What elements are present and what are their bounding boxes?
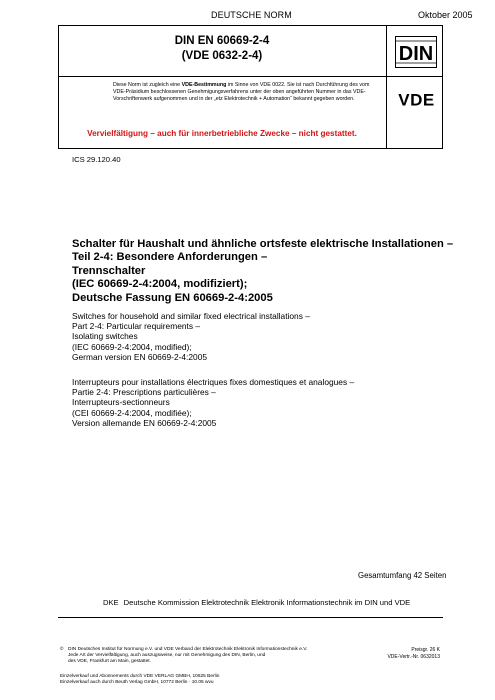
footer-sales xyxy=(60,674,360,686)
sales-line: Einzelverkauf auch durch Beuth Verlag GmbH, 10772 Berlin · 10.05 wvu xyxy=(60,680,214,685)
title-en-line: Isolating switches xyxy=(72,331,138,342)
title-en-line: German version EN 60669-2-4:2005 xyxy=(72,351,208,362)
ics-code: ICS 29.120.40 xyxy=(72,155,121,164)
dke-name: Deutsche Kommission Elektrotechnik Elektronik Informationstechnik im DIN und VDE xyxy=(123,598,411,607)
frame-divider-vertical xyxy=(386,25,387,149)
copyright-line: DIN Deutsches Institut für Normung e.V. und VDE Verband der Elektrotechnik Elektronik Informationstechnik e.V. xyxy=(68,647,308,652)
din-logo xyxy=(395,36,437,68)
title-de-line: (IEC 60669-2-4:2004, modifiziert); xyxy=(72,278,248,291)
title-fr-line: (CEI 60669-2-4:2004, modifiée); xyxy=(72,407,192,418)
header-label: DEUTSCHE NORM xyxy=(211,10,292,20)
vde-logo xyxy=(394,90,439,108)
title-fr-line: Partie 2-4: Prescriptions particulières – xyxy=(72,387,216,398)
header-date: Oktober 2005 xyxy=(418,10,473,20)
title-french xyxy=(72,377,472,428)
footer-rule xyxy=(58,617,443,618)
notice-part2: im Sinne von VDE 0022. Sie ist nach Durchführung des vom VDE-Präsidium beschlossenen Genehmigungsverfahrens unter der oben angeführten Nummer in das VDE-Vorschriftenwerk aufgenommen und in der „etz Elektrotechnik + Automation“ bekannt gegeben worden. xyxy=(113,82,370,103)
reproduction-warning: Vervielfältigung – auch für innerbetriebliche Zwecke – nicht gestattet. xyxy=(87,129,357,138)
title-fr-line: Interrupteurs-sectionneurs xyxy=(72,397,170,408)
notice-part1: Diese Norm ist zugleich eine xyxy=(113,82,182,88)
dke-abbr: DKE xyxy=(103,598,119,607)
din-logo-text: DIN xyxy=(398,43,434,65)
title-de-line: Teil 2-4: Besondere Anforderungen – xyxy=(72,251,268,264)
sales-line: Einzelverkauf und Abonnements durch VDE VERLAG GMBH, 10625 Berlin xyxy=(60,674,220,679)
title-fr-line: Version allemande EN 60669-2-4:2005 xyxy=(72,417,217,428)
standard-number-block xyxy=(58,34,386,64)
title-de-line: Schalter für Haushalt und ähnliche ortsfeste elektrische Installationen – xyxy=(72,238,454,250)
title-de-line: Deutsche Fassung EN 60669-2-4:2005 xyxy=(72,291,273,304)
vde-notice xyxy=(113,82,383,104)
title-fr-line: Interrupteurs pour installations électriques fixes domestiques et analogues – xyxy=(72,377,355,387)
footer-price xyxy=(360,647,440,661)
title-german xyxy=(72,238,472,305)
footer-copyright xyxy=(60,647,360,665)
total-pages: Gesamtumfang 42 Seiten xyxy=(358,571,447,580)
title-en-line: Switches for household and similar fixed electrical installations – xyxy=(72,311,310,321)
notice-bold: VDE-Bestimmung xyxy=(181,82,227,88)
title-en-line: Part 2-4: Particular requirements – xyxy=(72,321,201,332)
copyright-symbol: © xyxy=(60,647,64,652)
title-de-line: Trennschalter xyxy=(72,264,146,277)
copyright-line: des VDE, Frankfurt am Main, gestattet. xyxy=(68,659,151,664)
dke-line xyxy=(103,598,410,607)
price-group: Preisgr. 26 K xyxy=(411,647,440,653)
vde-logo-text: VDE xyxy=(398,90,435,108)
standard-number: DIN EN 60669-2-4 xyxy=(174,35,270,47)
frame-divider-horizontal xyxy=(58,76,443,77)
title-english xyxy=(72,311,472,362)
order-number: VDE-Vertr.-Nr. 0632013 xyxy=(387,654,440,660)
title-en-line: (IEC 60669-2-4:2004, modified); xyxy=(72,341,192,352)
copyright-line: Jede Art der Vervielfältigung, auch auszugsweise, nur mit Genehmigung des DIN, Berlin, und xyxy=(68,653,266,658)
vde-number: (VDE 0632-2-4) xyxy=(181,50,263,62)
